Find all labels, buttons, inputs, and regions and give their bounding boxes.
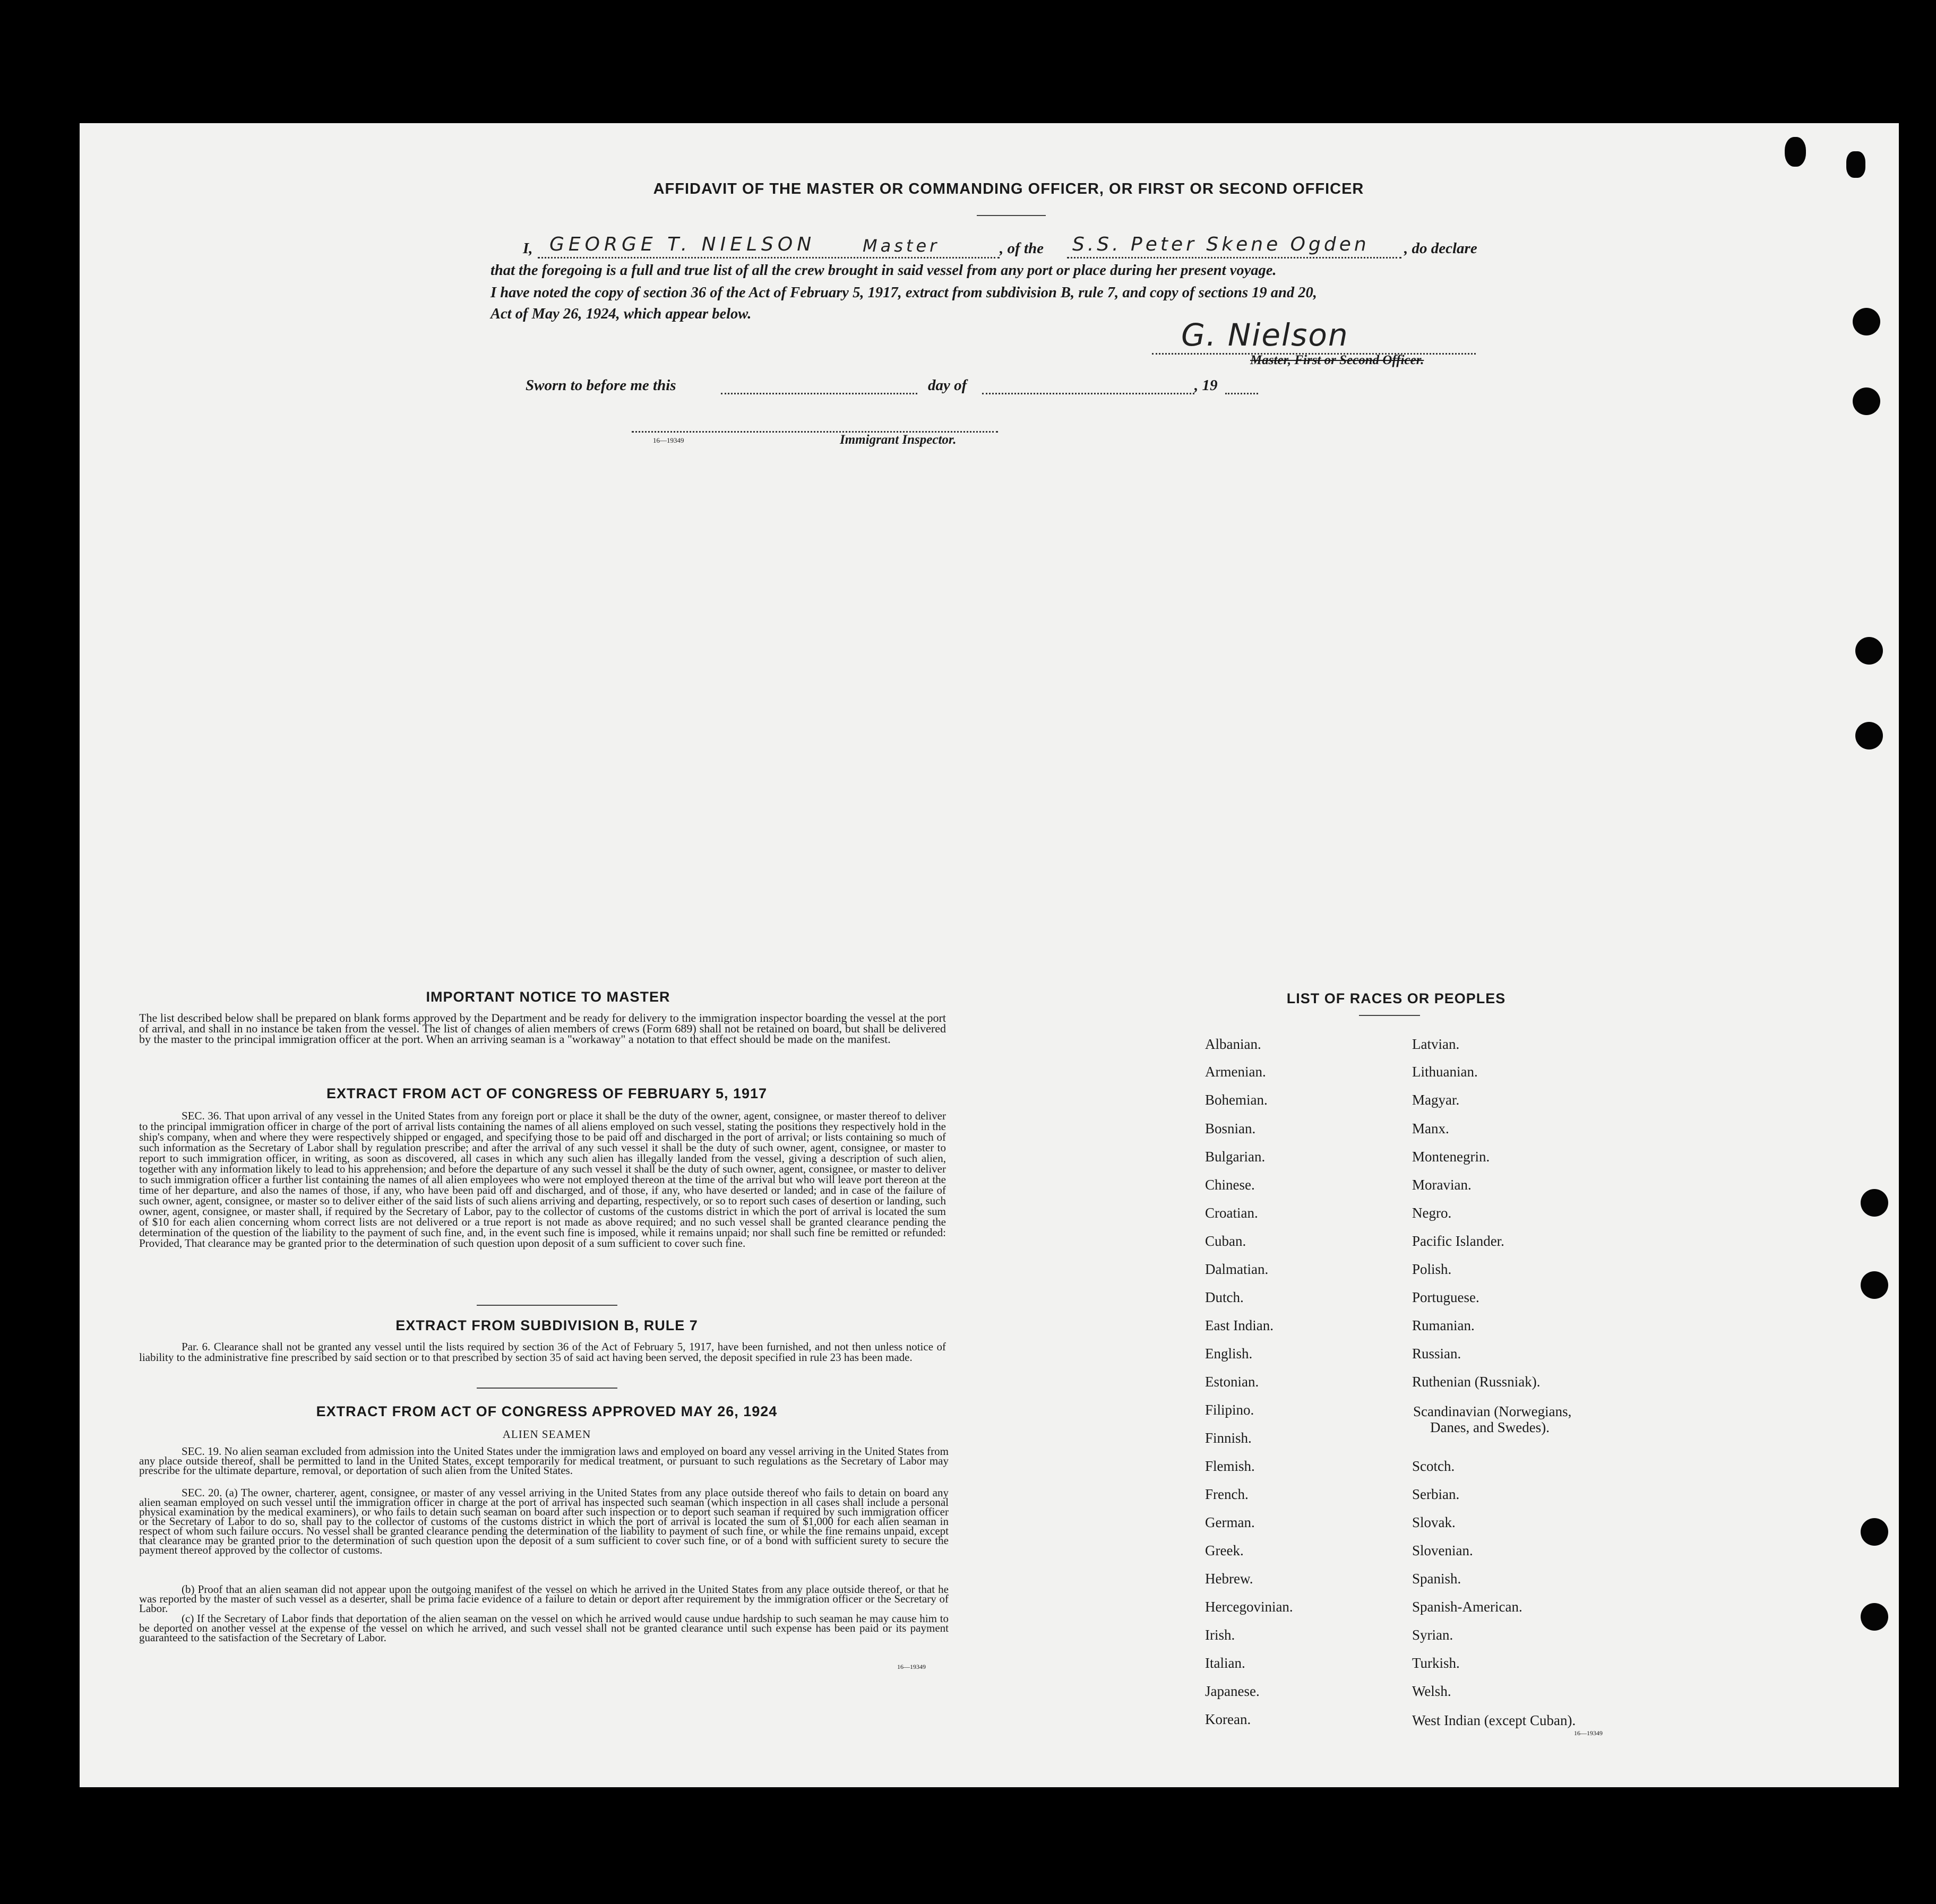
races-form-number: 16—19349 — [1574, 1729, 1603, 1737]
extract1924-sec20a: SEC. 20. (a) The owner, charterer, agent, consignee, or master of any vessel arriving in the United States from any place outside thereof who fails to detain on board any alien seaman employed on such vessel until the immigration officer in charge at the port of arrival has inspected such seaman (which inspection in all cases shall include a personal physical examination by the medical examiners), or who fails to detain such seaman on board after such inspection or to deport such seaman if required by such immigration officer or the Secretary of Labor to do so, shall pay to the collector of customs of the customs district in which the port of arrival is located the sum of $1,000 for each alien seaman in respect of whom such failure occurs. No vessel shall be granted clearance pending the determination of the liability to payment of such fine, or while the fine remains unpaid, except that clearance may be granted prior to the determination of such question upon the deposit of a sum sufficient to cover such fine, or of a bond with sufficient surety to secure the payment thereof approved by the collector of customs. — [139, 1486, 949, 1556]
race-item: Bulgarian. — [1205, 1149, 1266, 1165]
race-item: Flemish. — [1205, 1458, 1255, 1474]
punch-hole — [1846, 151, 1865, 178]
race-item: Danes, and Swedes). — [1430, 1419, 1550, 1435]
punch-hole — [1861, 1603, 1888, 1631]
race-item: Spanish. — [1412, 1571, 1461, 1587]
race-item: Italian. — [1205, 1655, 1245, 1671]
master-name-handwritten: GEORGE T. NIELSON — [549, 234, 816, 255]
race-item: Spanish-American. — [1412, 1599, 1522, 1615]
race-item: Estonian. — [1205, 1374, 1259, 1390]
race-item: Ruthenian (Russniak). — [1412, 1374, 1541, 1390]
section-divider-1 — [477, 1305, 617, 1306]
race-item: Japanese. — [1205, 1683, 1260, 1699]
extract1924-sec20c: (c) If the Secretary of Labor finds that deportation of the alien seaman on the vessel on which he arrived would cause undue hardship to such seaman he may cause him to be deported on another vessel at the expense of the vessel on which he arrived, and such vessel shall not be granted clearance until such expense has been paid or its payment guaranteed to the satisfaction of the Secretary of Labor. — [139, 1612, 949, 1644]
race-item: Magyar. — [1412, 1092, 1460, 1108]
affidavit-line4: Act of May 26, 1924, which appear below. — [491, 306, 752, 322]
race-item: German. — [1205, 1514, 1255, 1530]
master-signature: G. Nielson — [1181, 317, 1349, 353]
race-item: Bosnian. — [1205, 1121, 1256, 1136]
race-item: Scandinavian (Norwegians, — [1413, 1403, 1572, 1419]
race-item: Montenegrin. — [1412, 1149, 1490, 1165]
affidavit-line2: that the foregoing is a full and true list of all the crew brought in said vessel from any port or place during her present voyage. — [491, 262, 1277, 279]
title-divider — [977, 215, 1046, 216]
race-item: Armenian. — [1205, 1064, 1266, 1080]
race-item: Moravian. — [1412, 1177, 1472, 1193]
race-item: Russian. — [1412, 1346, 1461, 1362]
race-item: Bohemian. — [1205, 1092, 1268, 1108]
race-item: Dalmatian. — [1205, 1261, 1269, 1277]
race-item: Latvian. — [1412, 1036, 1460, 1052]
punch-hole — [1861, 1271, 1888, 1299]
subdivision-b-body: Par. 6. Clearance shall not be granted any vessel until the lists required by section 36 of the Act of February 5, 1917, have been furnished, and not then unless notice of liability to the administrative fine prescribed by said section or to that prescribed by section 35 of said act having been served, the deposit specified in rule 23 has been made. — [139, 1340, 946, 1364]
race-item: Lithuanian. — [1412, 1064, 1478, 1080]
race-item: Syrian. — [1412, 1627, 1453, 1643]
do-declare-text: , do declare — [1404, 240, 1477, 257]
signature-block — [1152, 311, 1481, 380]
vessel-name-handwritten: S.S. Peter Skene Ogden — [1072, 234, 1370, 255]
sworn-line — [526, 377, 1269, 403]
punch-hole — [1785, 137, 1806, 167]
extract1924-sec20b: (b) Proof that an alien seaman did not appear upon the outgoing manifest of the vessel on which he arrived in the United States from any place outside thereof, or that he was reported by the master of such vessel as a deserter, shall be prima facie evidence of a failure to detain or deport after requirement by the immigration officer or the Secretary of Labor. — [139, 1583, 949, 1615]
punch-hole — [1853, 308, 1880, 335]
sworn-text: Sworn to before me this — [526, 377, 676, 394]
race-item: Hebrew. — [1205, 1571, 1253, 1587]
extract1924-sec19: SEC. 19. No alien seaman excluded from admission into the United States under the immigration laws and employed on board any vessel arriving in the United States from any place outside thereof, shall be permitted to land in the United States, except temporarily for medical treatment, or pursuant to such regulations as the Secretary of Labor may prescribe for the ultimate departure, removal, or deportation of such alien from the United States. — [139, 1445, 949, 1477]
master-rank-handwritten: Master — [863, 236, 940, 256]
race-item: French. — [1205, 1486, 1249, 1502]
race-item: Manx. — [1412, 1121, 1449, 1136]
affidavit-form-number: 16—19349 — [653, 436, 684, 444]
race-item: Turkish. — [1412, 1655, 1460, 1671]
extract1924-form-number: 16—19349 — [897, 1663, 926, 1670]
race-item: Pacific Islander. — [1412, 1233, 1504, 1249]
punch-hole — [1861, 1518, 1888, 1546]
race-item: Greek. — [1205, 1543, 1244, 1558]
section-divider-2 — [477, 1388, 617, 1389]
race-item: Welsh. — [1412, 1683, 1451, 1699]
race-item: East Indian. — [1205, 1317, 1274, 1333]
race-item: Cuban. — [1205, 1233, 1246, 1249]
race-item: Croatian. — [1205, 1205, 1258, 1221]
punch-hole — [1855, 637, 1883, 665]
punch-hole — [1855, 722, 1883, 749]
pronoun-i: I, — [523, 240, 533, 257]
affidavit-title: AFFIDAVIT OF THE MASTER OR COMMANDING OFFICER, OR FIRST OR SECOND OFFICER — [653, 180, 1364, 197]
extract1917-body: SEC. 36. That upon arrival of any vessel in the United States from any foreign port or place it shall be the duty of the owner, agent, consignee, or master thereof to deliver to the principal immigration officer in charge of the port of arrival lists containing the names of all aliens employed on such vessel, stating the positions they respectively hold in the ship's company, when and where they were respectively shipped or engaged, and specifying those to be paid off and discharged in the port of arrival; or lists containing so much of such information as the Secretary of Labor shall by regulation prescribe; and after the arrival of any such vessel it shall be the duty of such owner, agent, consignee, or master to report to such immigration officer, in writing, as soon as discovered, all cases in which any such alien has illegally landed from the vessel, giving a description of such alien, together with any information likely to lead to his apprehension; and before the departure of any such vessel it shall be the duty of such owner, agent, consignee, or master to deliver to such immigration officer a further list containing the names of all alien employees who were not employed thereon at the time of the arrival but who will leave port thereon at the time of her departure, and also the names of those, if any, who have been paid off and discharged, and of those, if any, who have deserted or landed; and in case of the failure of such owner, agent, consignee, or master so to deliver either of the said lists of such aliens arriving and departing, respectively, or so to report such cases of desertion or landing, such owner, agent, consignee, or master shall, if required by the Secretary of Labor, pay to the collector of customs of the customs district in which the port of arrival is located the sum of $10 for each alien concerning whom correct lists are not delivered or a true report is not made as above required; and no such vessel shall be granted clearance pending the determination of the question of the liability to the payment of such fine, and, in the event such fine is imposed, while it remains unpaid; nor shall such fine be remitted or refunded: Provided, That clearance may be granted prior to the determination of such question upon deposit of a sum sufficient to cover such fine. — [139, 1109, 946, 1250]
day-of-text: day of — [928, 377, 967, 394]
race-item: Hercegovinian. — [1205, 1599, 1293, 1615]
notice-title: IMPORTANT NOTICE TO MASTER — [426, 989, 670, 1005]
race-item: Slovenian. — [1412, 1543, 1473, 1558]
race-item: Rumanian. — [1412, 1317, 1475, 1333]
race-item: Dutch. — [1205, 1289, 1244, 1305]
race-item: English. — [1205, 1346, 1253, 1362]
race-item: Slovak. — [1412, 1514, 1456, 1530]
year-text: , 19 — [1194, 377, 1218, 394]
race-item: Negro. — [1412, 1205, 1452, 1221]
race-item: Albanian. — [1205, 1036, 1261, 1052]
notice-body: The list described below shall be prepared on blank forms approved by the Department and be ready for delivery to the immigration inspector boarding the vessel at the port of arrival, and shall in no instance be taken from the vessel. The list of changes of alien members of crews (Form 689) shall not be retained on board, but shall be delivered by the master to the principal immigration officer at the port. When an arriving seaman is a "workaway" a notation to that effect should be made on the manifest. — [139, 1011, 946, 1046]
race-item: West Indian (except Cuban). — [1412, 1712, 1576, 1728]
punch-hole — [1861, 1189, 1888, 1217]
races-divider — [1359, 1015, 1420, 1016]
race-item: Scotch. — [1412, 1458, 1455, 1474]
race-item: Serbian. — [1412, 1486, 1460, 1502]
race-item: Polish. — [1412, 1261, 1452, 1277]
affidavit-line3: I have noted the copy of section 36 of the Act of February 5, 1917, extract from subdivision B, rule 7, and copy of sections 19 and 20, — [491, 285, 1317, 301]
signature-caption: Master, First or Second Officer. — [1250, 353, 1424, 367]
extract1917-title: EXTRACT FROM ACT OF CONGRESS OF FEBRUARY 5, 1917 — [326, 1085, 768, 1101]
race-item: Finnish. — [1205, 1430, 1252, 1446]
races-title: LIST OF RACES OR PEOPLES — [1286, 990, 1506, 1006]
of-the-text: , of the — [1000, 240, 1044, 257]
extract1924-title: EXTRACT FROM ACT OF CONGRESS APPROVED MAY 26, 1924 — [316, 1403, 778, 1419]
extract1924-subtitle: ALIEN SEAMEN — [502, 1428, 591, 1441]
race-item: Filipino. — [1205, 1402, 1254, 1418]
affidavit-line1 — [523, 234, 1500, 265]
race-item: Irish. — [1205, 1627, 1235, 1643]
subdivision-b-title: EXTRACT FROM SUBDIVISION B, RULE 7 — [395, 1317, 698, 1333]
inspector-label: Immigrant Inspector. — [840, 433, 957, 447]
race-item: Chinese. — [1205, 1177, 1255, 1193]
race-item: Korean. — [1205, 1711, 1251, 1727]
punch-hole — [1853, 387, 1880, 415]
race-item: Portuguese. — [1412, 1289, 1479, 1305]
